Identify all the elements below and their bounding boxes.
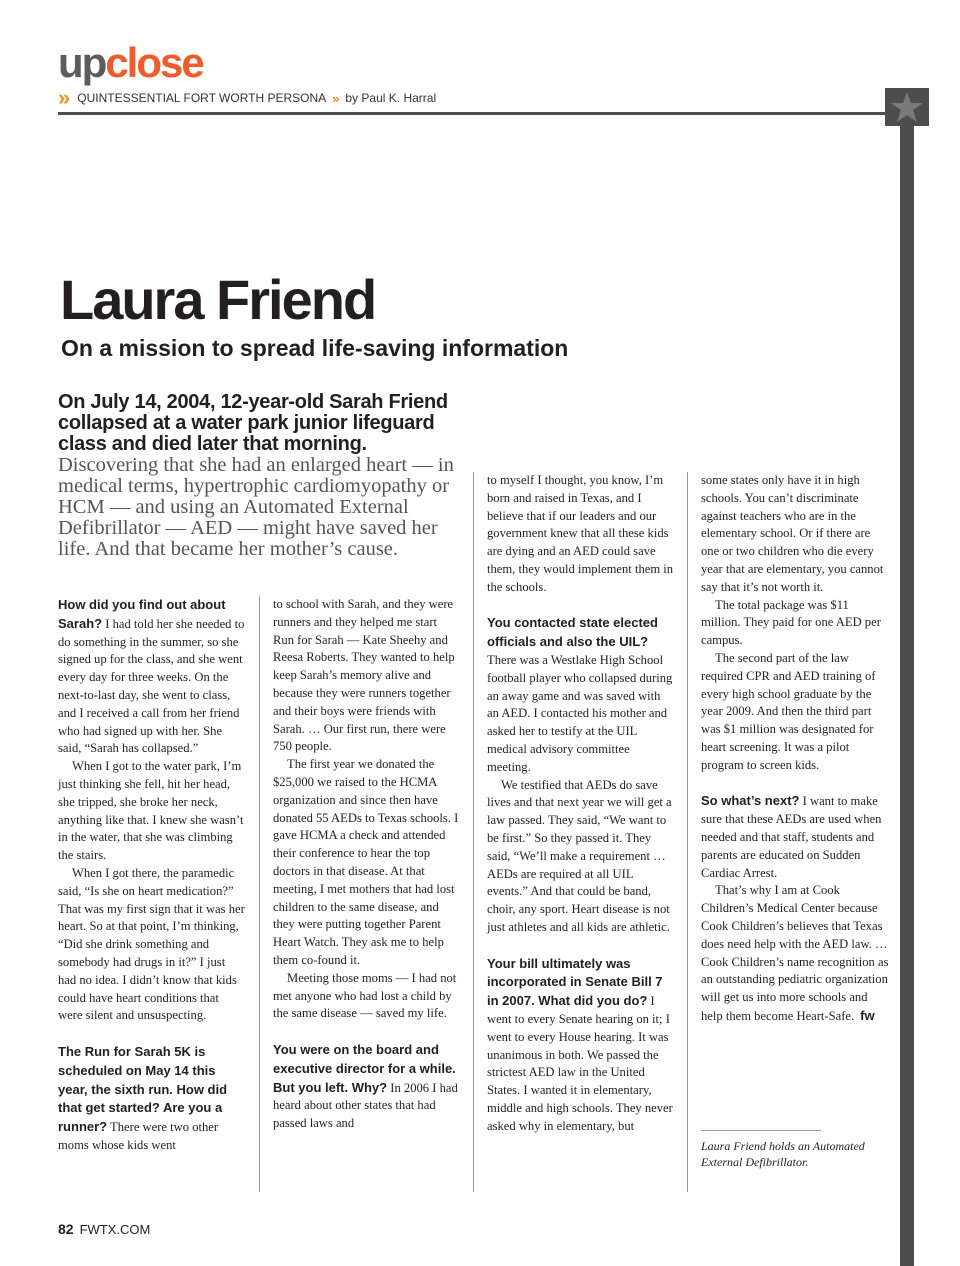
paragraph: The total package was $11 million. They paid for one AED per campus.	[701, 597, 881, 648]
star-badge	[885, 88, 929, 126]
paragraph: to myself I thought, you know, I’m born and raised in Texas, and I believe that if our leaders and our government knew that all these kids are dying and an AED could save them, they would implement them in the schools.	[487, 473, 674, 594]
header-rule	[58, 112, 902, 115]
paragraph	[487, 955, 675, 1136]
rubric-line	[58, 87, 898, 109]
paragraph	[58, 1043, 246, 1155]
question: The Run for Sarah 5K is scheduled on May 14 this year, the sixth run. How did that get started? Are you a runner?	[58, 1043, 228, 1135]
paragraph: When I got to the water park, I’m just thinking she fell, hit her head, she tripped, she broke her neck, anything like that. I knew she wasn’t in the water, that she was climbing the stairs.	[58, 759, 244, 863]
logo-up: up	[58, 39, 106, 86]
caption-rule	[701, 1130, 821, 1131]
answer: In 2006 I had heard about other states that had passed laws and	[273, 1080, 458, 1131]
page-number: 82	[58, 1221, 74, 1237]
question: You contacted state elected officials and also the UIL?	[487, 615, 658, 650]
answer: I went to every Senate hearing on it; I went to every House hearing. It was unanimous in both. We passed the strictest AED law in the United States. I wanted it in elementary, middle and high schools. They never asked why in elementary, but	[487, 994, 673, 1133]
article-subtitle: On a mission to spread life-saving information	[61, 335, 569, 361]
paragraph	[487, 614, 675, 776]
answer: I had told her she needed to do something in the summer, so she signed up for the class, and she went every day for three weeks. On the next-to-last day, she went to class, and I received a call from her friend who had signed up with her. She said, “Sarah has collapsed.”	[58, 616, 245, 756]
article-title: Laura Friend	[60, 268, 376, 331]
answer: There was a Westlake High School football player who collapsed during an away game and was saved with an AED. I contacted his mother and asked her to testify at the UIL medical advisory committee meeting.	[487, 652, 673, 774]
page-footer	[58, 1220, 150, 1239]
star-icon	[890, 91, 924, 123]
question: You were on the board and executive director for a while. But you left. Why?	[273, 1041, 456, 1095]
column-3	[487, 472, 675, 1135]
lede-rest: Discovering that she had an enlarged heart — in medical terms, hypertrophic cardiomyopathy or HCM — and using an Automated External Defibrillator — AED — might have saved her life. And that became her mother’s cause.	[58, 454, 454, 560]
column-4	[701, 472, 891, 1026]
paragraph-text: That’s why I am at Cook Children’s Medical Center because Cook Children’s believes that Texas does need help with the AED law. … Cook Children’s name recognition as an outstanding pediatric organization will get us into more schools and help them become Heart-Safe.	[701, 883, 889, 1023]
section-logo	[58, 40, 203, 86]
paragraph: to school with Sarah, and they were runners and they helped me start Run for Sarah — Kate Sheehy and Reesa Roberts. They wanted to help keep Sarah’s memory alive and because they were runners together and their boys were friends with Sarah. … Our first run, there were 750 people.	[273, 597, 455, 754]
column-1	[58, 596, 246, 1155]
question: How did you find out about Sarah?	[58, 597, 226, 631]
paragraph: Meeting those moms — I had not met anyone who had lost a child by the same disease — saved my life.	[273, 970, 457, 1021]
paragraph: some states only have it in high schools. You can’t discriminate against teachers who are in the elementary school. Or if there are one or two children who die every year that are elementary, you cannot say that it’s not worth it.	[701, 473, 884, 594]
byline: by Paul K. Harral	[345, 91, 437, 105]
column-2	[273, 596, 461, 1133]
paragraph: When I got there, the paramedic said, “Is she on heart medication?” That was my first sign that it was her heart. So at that point, I’m thinking, “Did she drink something and somebody had drugs in it?” I just had no idea. I didn’t know that kids could have heart conditions that were silent and unsuspecting.	[58, 865, 245, 1023]
paragraph: The second part of the law required CPR and AED training of every high school graduate by the year 2009. And then the third part was $1 million was designated for heart screening. It was a pilot program to screen kids.	[701, 650, 876, 772]
chevron-icon: »	[58, 85, 66, 110]
end-mark: fw	[860, 1007, 875, 1023]
rubric-label: QUINTESSENTIAL FORT WORTH PERSONA	[77, 91, 327, 105]
paragraph: The first year we donated the $25,000 we raised to the HCMA organization and since then have donated 55 AEDs to Texas schools. I gave HCMA a check and attended their conference to hear the top doctors in that disease. At that meeting, I met mothers that had lost children to the same disease, and they were putting together Parent Heart Watch. They ask me to help them co-found it.	[273, 757, 459, 967]
column-divider	[687, 472, 688, 1192]
article-lede	[58, 392, 458, 560]
chevron-small-icon: »	[332, 90, 340, 106]
paragraph: We testified that AEDs do save lives and that next year we will get a law passed. They said, “We want to be first.” So they passed it. They said, “We’ll make a requirement … AEDs are required at all UIL events.” And that could be band, choir, any sport. Heart disease is not just athletes and all kids are athletic.	[487, 777, 672, 934]
paragraph	[273, 1041, 461, 1133]
lede-bold: On July 14, 2004, 12-year-old Sarah Friend collapsed at a water park junior lifeguard class and died later that morning.	[58, 391, 448, 455]
vertical-bar	[900, 88, 914, 1266]
paragraph	[701, 792, 891, 882]
question: So what’s next?	[701, 793, 800, 809]
answer: There were two other moms whose kids went	[58, 1120, 219, 1152]
logo-close: close	[105, 39, 203, 86]
paragraph	[58, 596, 246, 758]
paragraph	[701, 882, 891, 1025]
question: Your bill ultimately was incorporated in Senate Bill 7 in 2007. What did you do?	[487, 955, 663, 1009]
column-divider	[473, 472, 474, 1192]
answer: I want to make sure that these AEDs are used when needed and that staff, students and parents are educated on Sudden Cardiac Arrest.	[701, 794, 882, 880]
site-url: FWTX.COM	[79, 1222, 151, 1237]
column-divider	[259, 596, 260, 1192]
photo-caption: Laura Friend holds an Automated External Defibrillator.	[701, 1139, 865, 1169]
